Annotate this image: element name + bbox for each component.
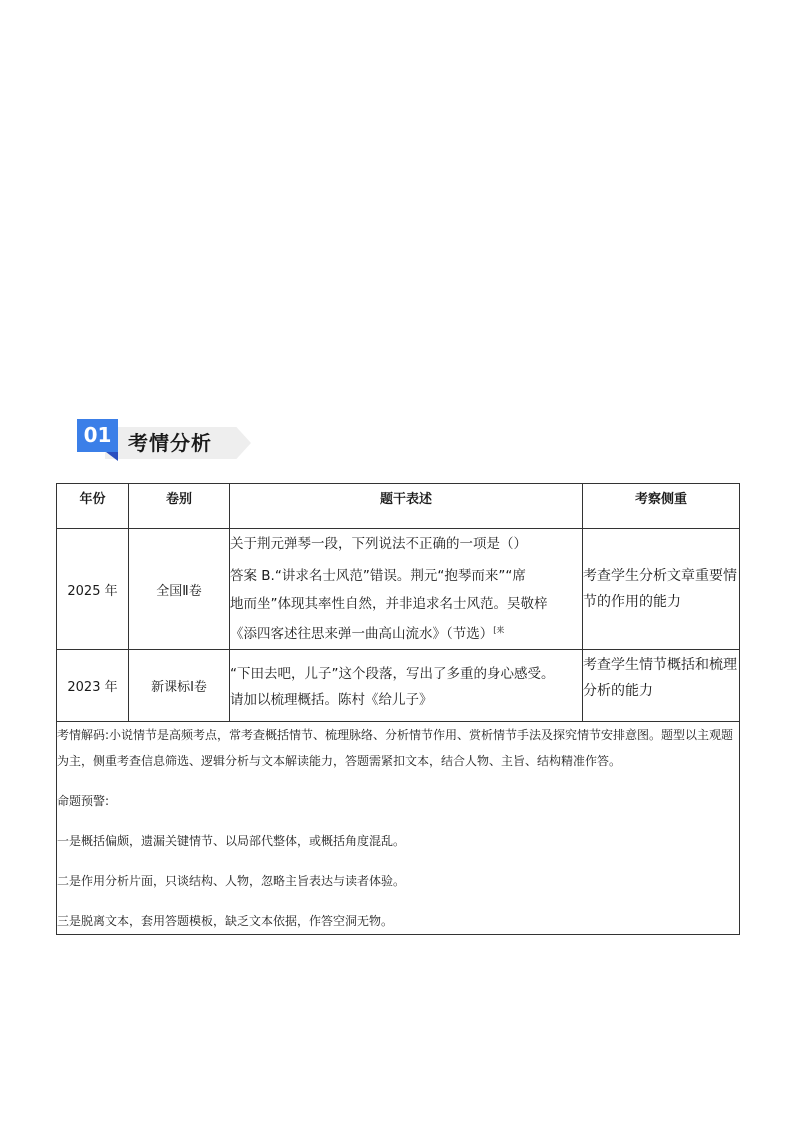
cell-year: 2023 年	[57, 650, 129, 722]
notes-row	[57, 722, 740, 935]
table-row	[57, 529, 740, 650]
question-line: 地而坐”体现其率性自然，并非追求名士风范。吴敬梓	[230, 596, 548, 612]
section-number-badge: 01	[77, 419, 118, 452]
interpretation-text: 小说情节是高频考点，常考查概括情节、梳理脉络、分析情节作用、赏析情节手法及探究情节安排意图。题型以主观题为主，侧重考查信息筛选、逻辑分析与文本解读能力，答题需紧扣文本，结合人物、主旨、结构精准作答。	[57, 728, 734, 768]
exam-analysis-table	[56, 483, 740, 935]
section-number-badge-tail	[106, 452, 118, 461]
section-title: 考情分析	[128, 431, 212, 455]
cell-focus: 考查学生情节概括和梳理分析的能力	[583, 650, 740, 722]
warning-item: 三是脱离文本，套用答题模板，缺乏文本依据，作答空洞无物。	[57, 914, 394, 928]
question-line-text: 《添四客述往思来弹一曲高山流水》（节选）	[230, 626, 494, 642]
table-row	[57, 650, 740, 722]
header-focus: 考察侧重	[583, 484, 740, 529]
interpretation-label: 考情解码:	[57, 728, 110, 742]
cell-paper: 全国Ⅱ卷	[129, 529, 230, 650]
header-paper: 卷别	[129, 484, 230, 529]
question-line	[230, 620, 582, 648]
source-tag: [来	[493, 625, 505, 635]
section-header	[77, 417, 253, 461]
question-line: 答案 B.“讲求名士风范”错误。荆元“抱琴而来”“席	[230, 568, 526, 584]
cell-focus: 考查学生分析文章重要情节的作用的能力	[583, 529, 740, 650]
warning-label: 命题预警:	[57, 794, 110, 808]
cell-question	[230, 529, 583, 650]
cell-question	[230, 650, 583, 722]
question-line: “下田去吧，儿子”这个段落，写出了多重的身心感受。	[230, 665, 555, 682]
question-line: 请加以梳理概括。陈村《给儿子》	[230, 691, 433, 708]
cell-year: 2025 年	[57, 529, 129, 650]
warning-item: 一是概括偏颇，遗漏关键情节、以局部代整体，或概括角度混乱。	[57, 834, 406, 848]
notes-cell	[57, 722, 740, 935]
question-line: 关于荆元弹琴一段，下列说法不正确的一项是（）	[230, 536, 527, 552]
interpretation-paragraph	[57, 722, 739, 774]
header-question: 题干表述	[230, 484, 583, 529]
header-year: 年份	[57, 484, 129, 529]
warning-item: 二是作用分析片面，只谈结构、人物，忽略主旨表达与读者体验。	[57, 874, 406, 888]
table-header-row	[57, 484, 740, 529]
cell-paper: 新课标Ⅰ卷	[129, 650, 230, 722]
